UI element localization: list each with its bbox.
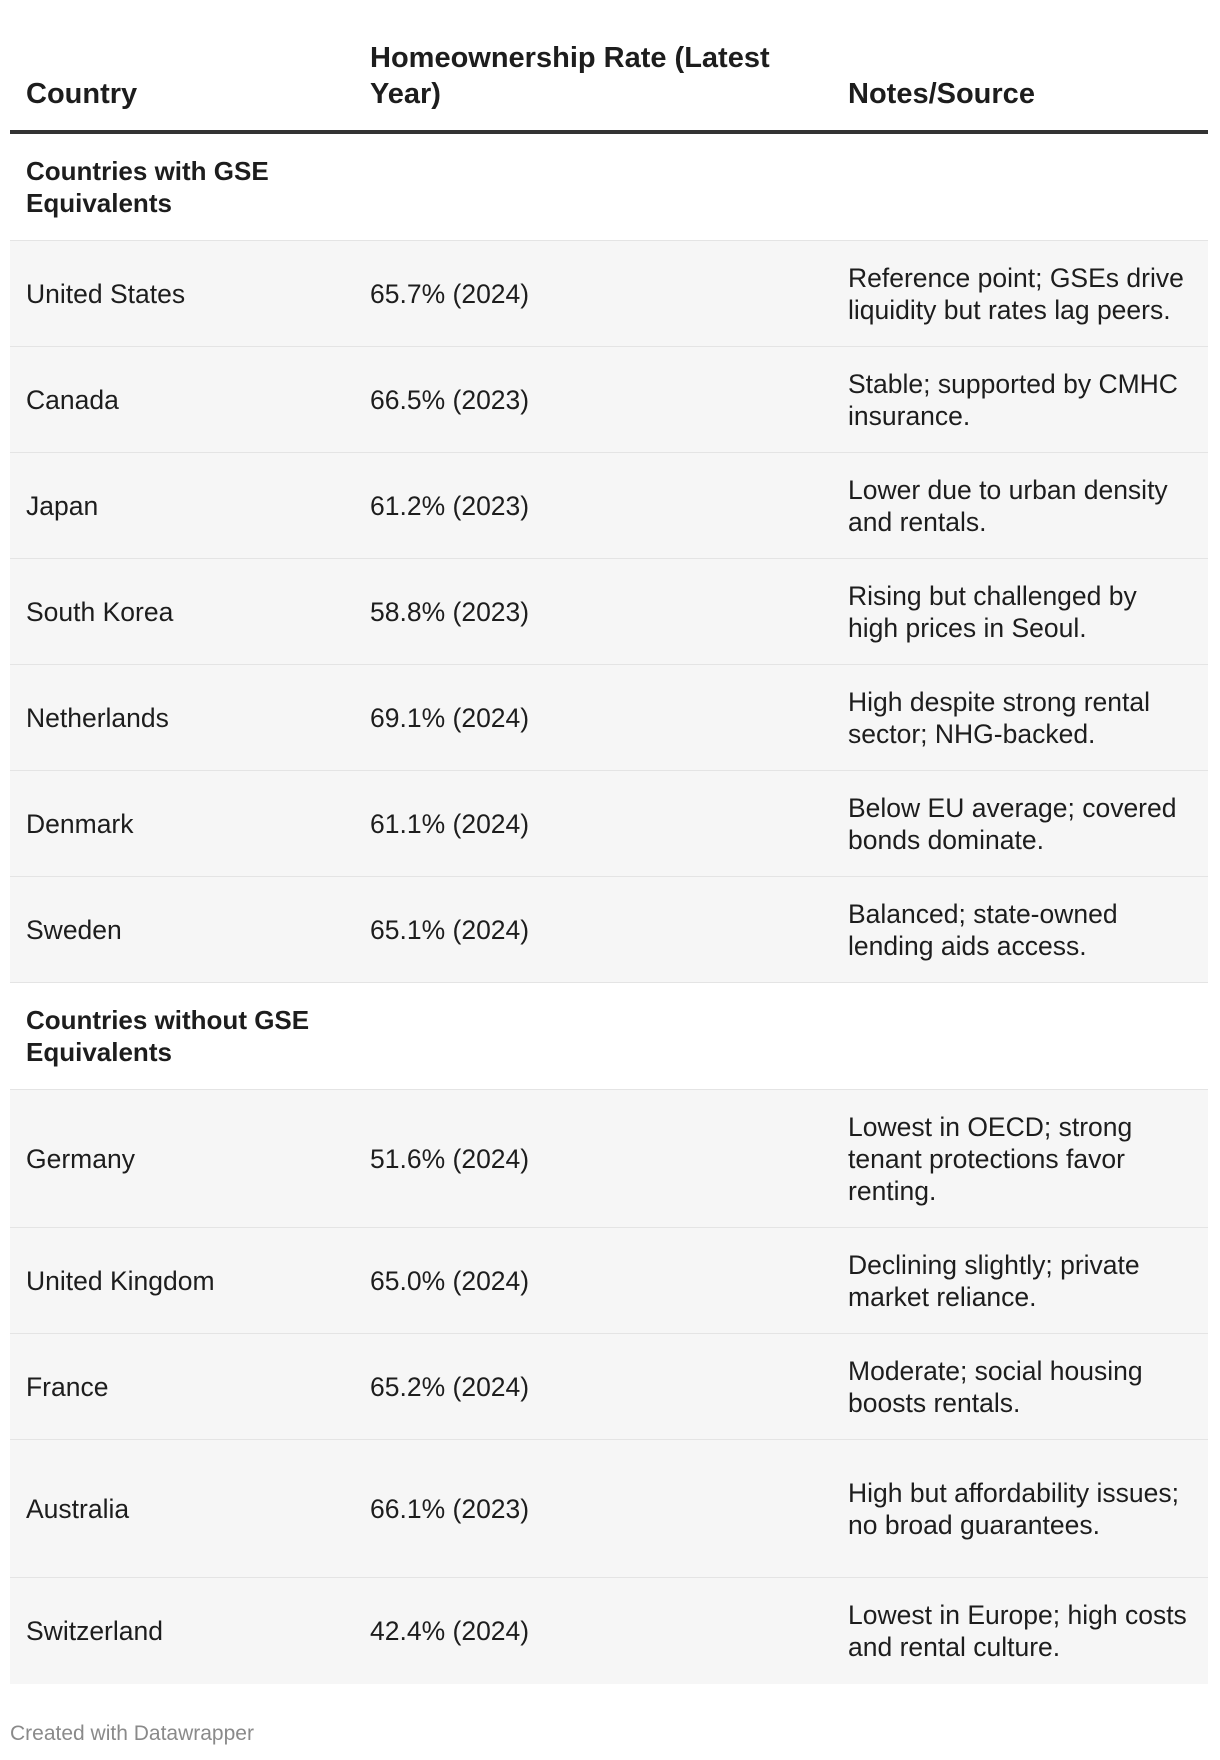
rate-cell: 66.5% (2023) bbox=[370, 384, 530, 415]
rate-cell: 69.1% (2024) bbox=[370, 702, 530, 733]
country-cell: Netherlands bbox=[26, 702, 169, 733]
country-cell: Canada bbox=[26, 384, 119, 415]
notes-cell: Rising but challenged by high prices in Seoul. bbox=[848, 580, 1137, 643]
notes-cell: Lowest in Europe; high costs and rental culture. bbox=[848, 1600, 1187, 1662]
table-row bbox=[10, 1228, 1208, 1334]
header-rate: Homeownership Rate (Latest Year) bbox=[370, 42, 770, 110]
group-header bbox=[10, 134, 1208, 241]
datawrapper-credit[interactable]: Created with Datawrapper bbox=[10, 1722, 254, 1745]
rate-cell: 65.1% (2024) bbox=[370, 914, 530, 945]
country-cell: Sweden bbox=[26, 914, 122, 945]
country-cell: Switzerland bbox=[26, 1616, 163, 1646]
header-country: Country bbox=[26, 78, 138, 110]
table-row bbox=[10, 877, 1208, 983]
notes-cell: Below EU average; covered bonds dominate. bbox=[848, 792, 1177, 855]
group-title: Countries without GSE Equivalents bbox=[26, 1005, 310, 1067]
notes-cell: High despite strong rental sector; NHG-backed. bbox=[848, 686, 1150, 749]
group-title: Countries with GSE Equivalents bbox=[26, 156, 269, 218]
notes-cell: Balanced; state-owned lending aids access. bbox=[848, 898, 1118, 961]
table-row bbox=[10, 559, 1208, 665]
country-cell: Japan bbox=[26, 490, 99, 521]
notes-cell: Lowest in OECD; strong tenant protections favor renting. bbox=[848, 1111, 1133, 1206]
table-header bbox=[10, 0, 1208, 134]
notes-cell: Stable; supported by CMHC insurance. bbox=[848, 368, 1178, 431]
rate-cell: 66.1% (2023) bbox=[370, 1493, 530, 1524]
table-row bbox=[10, 1578, 1208, 1684]
header-notes: Notes/Source bbox=[848, 78, 1035, 110]
rate-cell: 58.8% (2023) bbox=[370, 596, 530, 627]
rate-cell: 42.4% (2024) bbox=[370, 1616, 530, 1646]
table-row bbox=[10, 347, 1208, 453]
country-cell: Germany bbox=[26, 1143, 135, 1174]
notes-cell: Reference point; GSEs drive liquidity but rates lag peers. bbox=[848, 262, 1184, 325]
country-cell: South Korea bbox=[26, 596, 174, 627]
table-row bbox=[10, 1090, 1208, 1228]
country-cell: France bbox=[26, 1371, 109, 1402]
country-cell: United States bbox=[26, 278, 186, 309]
table-row bbox=[10, 1334, 1208, 1440]
table-row bbox=[10, 453, 1208, 559]
rate-cell: 65.0% (2024) bbox=[370, 1265, 530, 1296]
rate-cell: 61.2% (2023) bbox=[370, 490, 530, 521]
country-cell: Australia bbox=[26, 1493, 130, 1524]
rate-cell: 51.6% (2024) bbox=[370, 1143, 530, 1174]
group-header bbox=[10, 983, 1208, 1090]
table-row bbox=[10, 1440, 1208, 1578]
country-cell: United Kingdom bbox=[26, 1265, 215, 1296]
notes-cell: High but affordability issues; no broad guarantees. bbox=[848, 1477, 1179, 1540]
rate-cell: 65.2% (2024) bbox=[370, 1371, 530, 1402]
country-cell: Denmark bbox=[26, 808, 134, 839]
table-row bbox=[10, 241, 1208, 347]
notes-cell: Moderate; social housing boosts rentals. bbox=[848, 1355, 1143, 1418]
table-row bbox=[10, 771, 1208, 877]
rate-cell: 61.1% (2024) bbox=[370, 808, 530, 839]
notes-cell: Declining slightly; private market reliance. bbox=[848, 1249, 1140, 1312]
notes-cell: Lower due to urban density and rentals. bbox=[848, 474, 1168, 537]
homeownership-table bbox=[10, 0, 1208, 1684]
rate-cell: 65.7% (2024) bbox=[370, 278, 530, 309]
table-row bbox=[10, 665, 1208, 771]
